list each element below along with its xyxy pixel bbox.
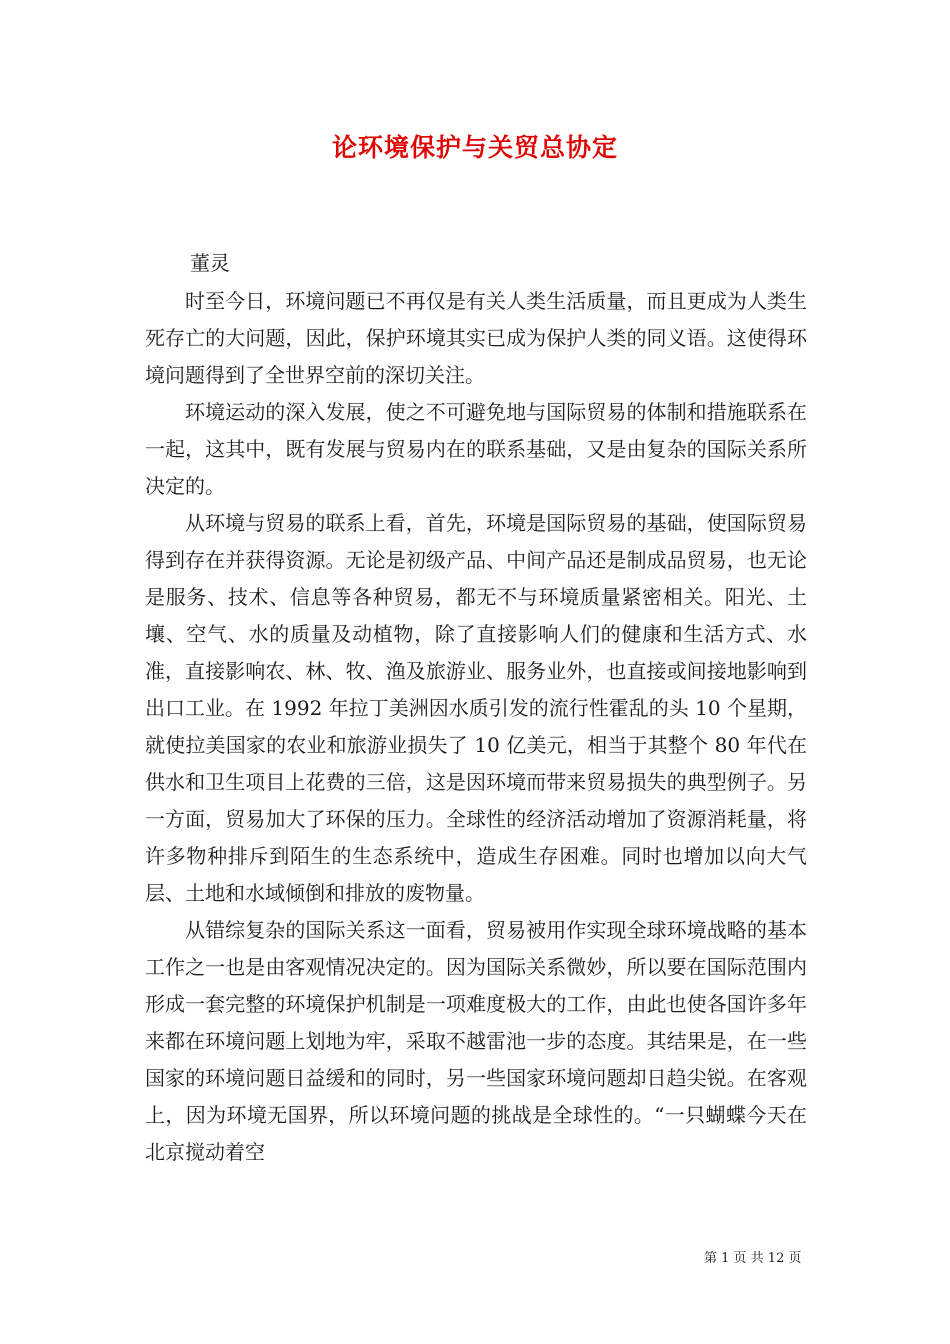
paragraph: 时至今日，环境问题已不再仅是有关人类生活质量，而且更成为人类生死存亡的大问题，因此，保护环境其实已成为保护人类的同义语。这使得环境问题得到了全世界空前的深切关注。 — [145, 289, 807, 387]
paragraph: 从环境与贸易的联系上看，首先，环境是国际贸易的基础，使国际贸易得到存在并获得资源。无论是初级产品、中间产品还是制成品贸易，也无论是服务、技术、信息等各种贸易，都无不与环境质量紧密相关。阳光、土壤、空气、水的质量及动植物，除了直接影响人们的健康和生活方式、水准，直接影响农、林、牧、渔及旅游业、服务业外，也直接或间接地影响到出口工业。在 1992 年拉丁美洲因水质引发的流行性霍乱的头 10 个星期，就使拉美国家的农业和旅游业损失了 10 亿美元，相当于其整个 80 年代在供水和卫生项目上花费的三倍，这是因环境而带来贸易损失的典型例子。另一方面，贸易加大了环保的压力。全球性的经济活动增加了资源消耗量，将许多物种排斥到陌生的生态系统中，造成生存困难。同时也增加以向大气层、土地和水域倾倒和排放的废物量。 — [145, 511, 807, 905]
paragraph: 从错综复杂的国际关系这一面看，贸易被用作实现全球环境战略的基本工作之一也是由客观情况决定的。因为国际关系微妙，所以要在国际范围内形成一套完整的环境保护机制是一项难度极大的工作，由此也使各国许多年来都在环境问题上划地为牢，采取不越雷池一步的态度。其结果是，在一些国家的环境问题日益缓和的同时，另一些国家环境问题却日趋尖锐。在客观上，因为环境无国界，所以环境问题的挑战是全球性的。“一只蝴蝶今天在北京搅动着空 — [145, 918, 807, 1164]
document-body — [145, 283, 807, 1171]
author-name: 董灵 — [190, 251, 230, 275]
page-number: 第 1 页 共 12 页 — [704, 1251, 802, 1266]
document-title: 论环境保护与关贸总协定 — [331, 133, 618, 162]
paragraph: 环境运动的深入发展，使之不可避免地与国际贸易的体制和措施联系在一起，这其中，既有发展与贸易内在的联系基础，又是由复杂的国际关系所决定的。 — [145, 400, 807, 498]
